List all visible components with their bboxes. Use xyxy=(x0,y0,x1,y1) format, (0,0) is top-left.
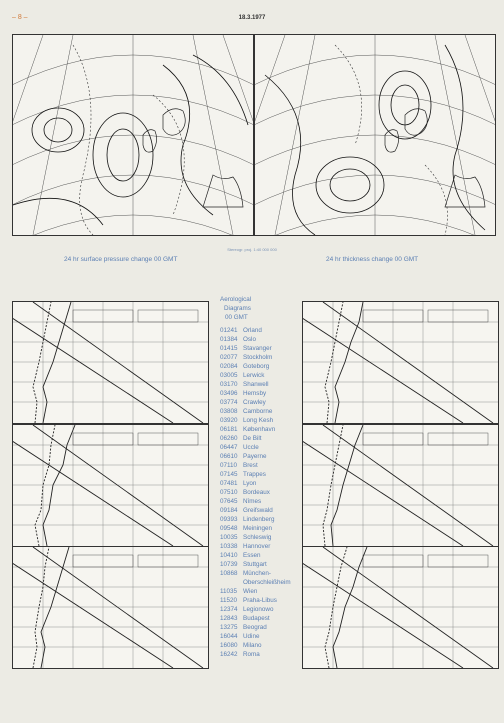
station-name: Goteborg xyxy=(243,363,270,370)
station-name: Schleswig xyxy=(243,534,272,541)
station-id: 07645 xyxy=(220,498,238,505)
station-row xyxy=(220,443,304,452)
station-id: 06447 xyxy=(220,444,238,451)
aerological-diagram xyxy=(12,301,209,424)
aerological-diagram xyxy=(12,546,209,669)
station-name: Nîmes xyxy=(243,498,262,505)
station-id: 16080 xyxy=(220,642,238,649)
page-date: 18.3.1977 xyxy=(238,15,266,21)
station-id: 03170 xyxy=(220,381,238,388)
station-name: Hannover xyxy=(243,543,271,550)
station-id: 10739 xyxy=(220,561,238,568)
station-rows xyxy=(220,326,304,659)
station-row xyxy=(220,641,304,650)
station-id: 09548 xyxy=(220,525,238,532)
station-name: Trappes xyxy=(243,471,266,478)
station-name: Meiningen xyxy=(243,525,273,532)
station-name: Bordeaux xyxy=(243,489,270,496)
station-row xyxy=(220,479,304,488)
station-row xyxy=(220,497,304,506)
thickness-caption: 24 hr thickness change 00 GMT xyxy=(326,256,419,263)
station-id: 13275 xyxy=(220,624,238,631)
station-row xyxy=(220,560,304,569)
station-name: Lerwick xyxy=(243,372,265,379)
station-name: Legionowo xyxy=(243,606,274,613)
station-row xyxy=(220,578,304,587)
station-name: Payerne xyxy=(243,453,267,460)
station-id: 01241 xyxy=(220,327,238,334)
station-name: Roma xyxy=(243,651,260,658)
station-row xyxy=(220,335,304,344)
station-id: 06181 xyxy=(220,426,238,433)
station-row xyxy=(220,434,304,443)
station-row xyxy=(220,344,304,353)
station-id: 07510 xyxy=(220,489,238,496)
station-name: Udine xyxy=(243,633,260,640)
station-name: Stockholm xyxy=(243,354,273,361)
station-row xyxy=(220,506,304,515)
station-row xyxy=(220,542,304,551)
station-id: 10338 xyxy=(220,543,238,550)
station-id: 03808 xyxy=(220,408,238,415)
station-row xyxy=(220,461,304,470)
station-id: 02084 xyxy=(220,363,238,370)
projection-note: Stereogr. proj. 1:40 000 000 xyxy=(227,247,277,252)
station-id: 06610 xyxy=(220,453,238,460)
station-id: 10410 xyxy=(220,552,238,559)
surface-pressure-change-map xyxy=(12,34,254,236)
station-row xyxy=(220,551,304,560)
station-name: Greifswald xyxy=(243,507,273,514)
station-id: 16044 xyxy=(220,633,238,640)
station-name: Milano xyxy=(243,642,262,649)
station-name: Stavanger xyxy=(243,345,272,352)
station-row xyxy=(220,596,304,605)
station-id: 01415 xyxy=(220,345,238,352)
station-row xyxy=(220,470,304,479)
station-name: München- xyxy=(243,570,272,577)
station-row xyxy=(220,632,304,641)
station-row xyxy=(220,533,304,542)
station-row xyxy=(220,515,304,524)
station-row xyxy=(220,380,304,389)
station-name: Lindenberg xyxy=(243,516,275,523)
aerological-diagram xyxy=(302,301,499,424)
station-name: Uccle xyxy=(243,444,259,451)
station-id: 06260 xyxy=(220,435,238,442)
station-id: 09184 xyxy=(220,507,238,514)
station-row xyxy=(220,488,304,497)
title-line: 00 GMT xyxy=(225,314,248,321)
station-name: Wien xyxy=(243,588,258,595)
station-name: Oslo xyxy=(243,336,256,343)
thickness-change-map xyxy=(254,34,496,236)
station-id: 02077 xyxy=(220,354,238,361)
station-row xyxy=(220,362,304,371)
station-name: Budapest xyxy=(243,615,270,622)
station-name: Orland xyxy=(243,327,262,334)
station-row xyxy=(220,407,304,416)
station-row xyxy=(220,425,304,434)
station-row xyxy=(220,623,304,632)
station-id: 12374 xyxy=(220,606,238,613)
station-name: Hemsby xyxy=(243,390,267,397)
station-id: 16242 xyxy=(220,651,238,658)
station-id: 03920 xyxy=(220,417,238,424)
station-name: Oberschleißheim xyxy=(243,579,291,586)
station-id: 11520 xyxy=(220,597,238,604)
station-name: Long Kesh xyxy=(243,417,274,424)
title-line: Aerological xyxy=(220,296,252,303)
station-row xyxy=(220,569,304,578)
station-row xyxy=(220,353,304,362)
aerological-diagram xyxy=(302,546,499,669)
station-name: Brest xyxy=(243,462,258,469)
station-name: Crawley xyxy=(243,399,266,406)
station-row xyxy=(220,587,304,596)
station-name: Essen xyxy=(243,552,261,559)
station-id: 09393 xyxy=(220,516,238,523)
station-name: Stuttgart xyxy=(243,561,267,568)
station-row xyxy=(220,452,304,461)
title-line: Diagrams xyxy=(224,305,251,312)
station-id: 12843 xyxy=(220,615,238,622)
station-row xyxy=(220,371,304,380)
station-row xyxy=(220,398,304,407)
aerological-diagram xyxy=(12,424,209,547)
station-id: 10868 xyxy=(220,570,238,577)
station-id: 07145 xyxy=(220,471,238,478)
station-list xyxy=(220,295,304,659)
page-number: – 8 – xyxy=(12,14,28,21)
station-name: Shanwell xyxy=(243,381,269,388)
station-id: 01384 xyxy=(220,336,238,343)
station-row xyxy=(220,605,304,614)
station-row xyxy=(220,614,304,623)
station-id: 03774 xyxy=(220,399,238,406)
station-name: Beograd xyxy=(243,624,267,631)
station-row xyxy=(220,326,304,335)
station-id: 07110 xyxy=(220,462,238,469)
station-id: 03496 xyxy=(220,390,238,397)
station-name: København xyxy=(243,426,276,433)
station-row xyxy=(220,650,304,659)
station-id: 07481 xyxy=(220,480,238,487)
station-name: Praha-Libus xyxy=(243,597,277,604)
station-id xyxy=(220,578,240,587)
station-row xyxy=(220,416,304,425)
aerological-title xyxy=(220,295,304,322)
station-name: Lyon xyxy=(243,480,257,487)
station-id: 03005 xyxy=(220,372,238,379)
station-row xyxy=(220,524,304,533)
surface-pressure-caption: 24 hr surface pressure change 00 GMT xyxy=(64,256,178,263)
station-name: Camborne xyxy=(243,408,273,415)
station-id: 10035 xyxy=(220,534,238,541)
aerological-diagram xyxy=(302,424,499,547)
station-id: 11035 xyxy=(220,588,238,595)
station-row xyxy=(220,389,304,398)
station-name: De Bilt xyxy=(243,435,262,442)
